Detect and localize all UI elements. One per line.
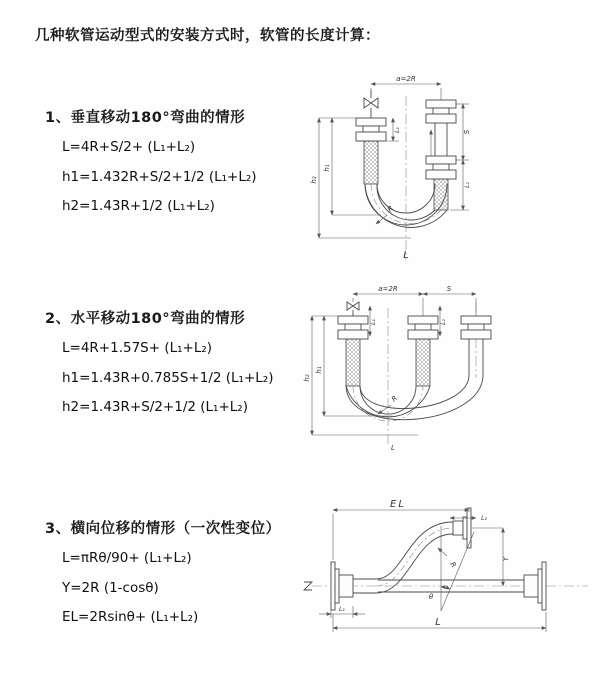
dim-l1	[319, 606, 365, 618]
length-label: L	[435, 617, 441, 628]
radius-label: R	[390, 394, 400, 404]
section-1-formula-l: L=4R+S/2+ (L₁+L₂)	[62, 139, 196, 155]
dim-l2	[450, 160, 471, 210]
section-1-formula-h2: h2=1.43R+1/2 (L₁+L₂)	[62, 198, 215, 214]
section-1-formula-h1: h1=1.432R+S/2+1/2 (L₁+L₂)	[62, 168, 257, 185]
section-2-heading: 2、水平移动180°弯曲的情形	[45, 311, 246, 327]
section-2	[45, 307, 325, 423]
section-3-formula-y: Y=2R (1-cosθ)	[62, 579, 159, 596]
dim-a2r	[353, 285, 476, 316]
dim-a2r-label: a=2R	[378, 285, 398, 293]
radius-label: R	[448, 560, 458, 570]
radius-callout	[378, 394, 399, 414]
dim-h1-label: h₁	[323, 164, 331, 172]
dim-el	[333, 499, 469, 560]
theta-label: θ	[428, 593, 434, 601]
dim-s	[456, 104, 471, 160]
dim-h2-label: h₂	[310, 176, 318, 184]
page-title: 几种软管运动型式的安装方式时，软管的长度计算：	[35, 28, 380, 44]
length-label: L	[391, 444, 395, 452]
section-3	[45, 517, 325, 633]
left-braided-hose	[346, 339, 360, 386]
dim-y-label: Y	[502, 556, 510, 562]
break-mark	[304, 582, 312, 590]
dim-l2-label: L₂	[481, 515, 487, 522]
length-label: L	[403, 250, 409, 261]
dim-s	[423, 285, 476, 294]
right-upper-flange-fitting	[426, 100, 456, 123]
hose-u-bends	[346, 376, 483, 421]
dim-el-label: EL	[390, 499, 406, 510]
section-3-formula-l: L=πRθ/90+ (L₁+L₂)	[62, 550, 192, 566]
valve-icon	[347, 302, 359, 316]
dim-a2r-label: a=2R	[396, 75, 416, 83]
dim-h1-label: h₁	[315, 366, 323, 374]
s-curve-hose	[376, 522, 453, 593]
section-2-formula-l: L=4R+1.57S+ (L₁+L₂)	[62, 340, 213, 356]
dim-l2-label: L₂	[440, 319, 447, 325]
diagram-lateral-displacement	[298, 498, 598, 648]
middle-flange-fitting	[408, 316, 438, 339]
radius-label: R	[386, 204, 396, 214]
section-3-heading: 3、横向位移的情形（一次性变位）	[45, 521, 281, 537]
dim-l1	[370, 306, 377, 336]
section-1-heading: 1、垂直移动180°弯曲的情形	[45, 110, 246, 126]
dim-l	[333, 612, 546, 632]
dim-h2-label: h₂	[303, 374, 311, 382]
diagram-vertical-movement	[303, 60, 513, 270]
left-braided-hose	[364, 141, 378, 184]
left-flange-fitting	[356, 118, 386, 141]
dim-l2	[440, 306, 447, 336]
dim-s-label: S	[446, 285, 452, 293]
section-3-formula-el: EL=2Rsinθ+ (L₁+L₂)	[62, 609, 199, 625]
section-2-formula-h2: h2=1.43R+S/2+1/2 (L₁+L₂)	[62, 399, 248, 415]
dim-l1-label: L₁	[370, 319, 377, 325]
right-flange	[524, 562, 546, 610]
right-lower-flange-fitting	[426, 156, 456, 179]
section-1	[45, 106, 325, 222]
left-flange-fitting	[338, 316, 368, 339]
middle-braided-hose	[416, 339, 430, 386]
dim-l2-label: L₂	[464, 182, 471, 188]
dim-l1-label: L₁	[394, 127, 401, 133]
diagram-horizontal-movement	[298, 278, 538, 463]
upper-flange	[453, 508, 471, 548]
right-pipe	[431, 123, 447, 160]
dim-y	[471, 528, 510, 586]
dim-s-label: S	[463, 129, 471, 135]
section-2-formula-h1: h1=1.43R+0.785S+1/2 (L₁+L₂)	[62, 369, 274, 386]
dim-l1-label: L₁	[339, 606, 345, 613]
